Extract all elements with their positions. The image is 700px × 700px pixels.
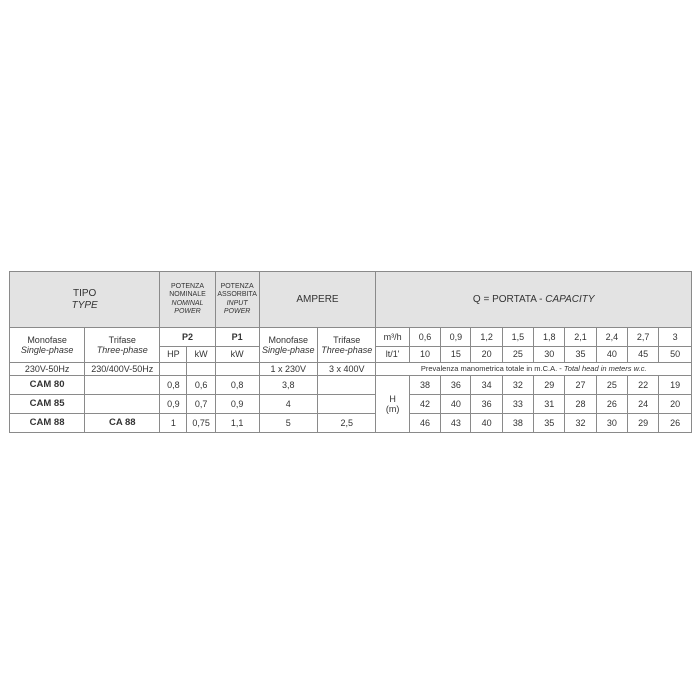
capacity-suffix: CAPACITY	[545, 293, 595, 305]
hp-value: 0,8	[160, 376, 187, 395]
head-value: 24	[628, 395, 659, 414]
nominal-power-header	[160, 272, 215, 328]
p1-value: 0,9	[215, 395, 259, 414]
m3h-cell: 0,6	[409, 328, 440, 347]
voltage-row	[10, 363, 692, 376]
kw-value: 0,7	[187, 395, 215, 414]
lt-cell: 10	[409, 347, 440, 363]
p1-value: 0,8	[215, 376, 259, 395]
lt-cell: 50	[659, 347, 692, 363]
head-value: 31	[534, 395, 565, 414]
model-tri: CA 88	[85, 414, 160, 433]
lt-cell: 15	[441, 347, 471, 363]
h-label: H	[389, 393, 396, 404]
unit-m3h: m³/h	[376, 328, 409, 347]
monofase-header	[10, 328, 85, 363]
hp-header: HP	[160, 347, 187, 363]
head-value: 25	[596, 376, 627, 395]
empty-cell	[215, 363, 259, 376]
head-value: 38	[502, 414, 533, 433]
head-value: 20	[659, 395, 692, 414]
head-value: 36	[471, 395, 502, 414]
amp-mono-value: 3,8	[259, 376, 317, 395]
model-tri	[85, 395, 160, 414]
p1-value: 1,1	[215, 414, 259, 433]
amp-mono-value: 4	[259, 395, 317, 414]
lt-cell: 40	[596, 347, 627, 363]
hp-value: 1	[160, 414, 187, 433]
amp-tri-value: 2,5	[317, 414, 375, 433]
lt-cell: 45	[628, 347, 659, 363]
empty-cell	[160, 363, 187, 376]
amp-three-phase-label: Three-phase	[321, 345, 373, 355]
amp-voltage-mono: 1 x 230V	[259, 363, 317, 376]
empty-cell	[187, 363, 215, 376]
m3h-cell: 3	[659, 328, 692, 347]
tipo-label: TIPO	[73, 288, 97, 299]
m3h-cell: 1,2	[471, 328, 502, 347]
amp-monofase-label: Monofase	[268, 334, 309, 345]
model-mono: CAM 80	[10, 376, 85, 395]
nominal-power-line-4: POWER	[174, 307, 201, 315]
voltage-tri: 230/400V-50Hz	[85, 363, 160, 376]
kw-p1-header: kW	[215, 347, 259, 363]
capacity-header	[376, 272, 692, 328]
m3h-cell: 2,1	[565, 328, 596, 347]
amp-mono-value: 5	[259, 414, 317, 433]
nominal-power-line-3: NOMINAL	[171, 299, 204, 307]
type-label: TYPE	[71, 299, 98, 311]
lt-cell: 35	[565, 347, 596, 363]
head-value: 28	[565, 395, 596, 414]
head-value: 29	[534, 376, 565, 395]
m3h-cell: 1,5	[502, 328, 533, 347]
head-value: 40	[471, 414, 502, 433]
lt-cell: 30	[534, 347, 565, 363]
head-value: 29	[628, 414, 659, 433]
m3h-cell: 1,8	[534, 328, 565, 347]
hp-value: 0,9	[160, 395, 187, 414]
tipo-header	[10, 272, 160, 328]
subheader-row-a	[10, 328, 692, 347]
trifase-label: Trifase	[108, 334, 136, 345]
head-value: 35	[534, 414, 565, 433]
head-note-it: Prevalenza manometrica totale in m.C.A. -	[420, 363, 564, 373]
input-power-line-2: ASSORBITA	[217, 291, 257, 299]
amp-tri-value	[317, 395, 375, 414]
three-phase-label: Three-phase	[96, 345, 148, 355]
head-value: 26	[659, 414, 692, 433]
kw-value: 0,75	[187, 414, 215, 433]
single-phase-label: Single-phase	[20, 345, 74, 355]
head-value: 38	[409, 376, 440, 395]
amp-voltage-tri: 3 x 400V	[317, 363, 375, 376]
total-head-note	[376, 363, 692, 376]
lt-cell: 20	[471, 347, 502, 363]
h-label-cell	[376, 376, 409, 433]
m3h-cell: 0,9	[441, 328, 471, 347]
head-value: 34	[471, 376, 502, 395]
head-value: 32	[502, 376, 533, 395]
head-value: 36	[441, 376, 471, 395]
h-unit: (m)	[385, 404, 400, 414]
amp-tri-value	[317, 376, 375, 395]
head-value: 33	[502, 395, 533, 414]
m3h-cell: 2,4	[596, 328, 627, 347]
model-mono: CAM 88	[10, 414, 85, 433]
amp-trifase-label: Trifase	[333, 334, 361, 345]
head-value: 43	[441, 414, 471, 433]
nominal-power-line-2: NOMINALE	[169, 291, 206, 299]
amp-single-phase-label: Single-phase	[261, 345, 315, 355]
head-value: 27	[565, 376, 596, 395]
lt-cell: 25	[502, 347, 533, 363]
voltage-mono: 230V-50Hz	[10, 363, 85, 376]
table-row	[10, 376, 692, 395]
trifase-header	[85, 328, 160, 363]
p2-header: P2	[160, 328, 215, 347]
pump-spec-table	[9, 271, 692, 433]
head-note-en: Total head in meters w.c.	[563, 363, 647, 373]
input-power-line-1: POTENZA	[220, 283, 254, 291]
head-value: 30	[596, 414, 627, 433]
kw-header: kW	[187, 347, 215, 363]
nominal-power-line-1: POTENZA	[170, 283, 205, 291]
unit-lt: lt/1'	[376, 347, 409, 363]
amp-monofase-header	[259, 328, 317, 363]
head-value: 46	[409, 414, 440, 433]
head-value: 42	[409, 395, 440, 414]
head-value: 40	[441, 395, 471, 414]
table-row	[10, 395, 692, 414]
input-power-line-4: POWER	[223, 307, 251, 315]
table-row	[10, 414, 692, 433]
head-value: 32	[565, 414, 596, 433]
monofase-label: Monofase	[27, 334, 67, 345]
head-value: 19	[659, 376, 692, 395]
capacity-prefix: Q = PORTATA -	[472, 293, 546, 305]
m3h-cell: 2,7	[628, 328, 659, 347]
input-power-line-3: INPUT	[226, 299, 248, 307]
input-power-header	[215, 272, 259, 328]
head-value: 26	[596, 395, 627, 414]
ampere-header: AMPERE	[259, 272, 376, 328]
head-value: 22	[628, 376, 659, 395]
amp-trifase-header	[317, 328, 375, 363]
model-mono: CAM 85	[10, 395, 85, 414]
kw-value: 0,6	[187, 376, 215, 395]
p1-header: P1	[215, 328, 259, 347]
header-row	[10, 272, 692, 328]
model-tri	[85, 376, 160, 395]
